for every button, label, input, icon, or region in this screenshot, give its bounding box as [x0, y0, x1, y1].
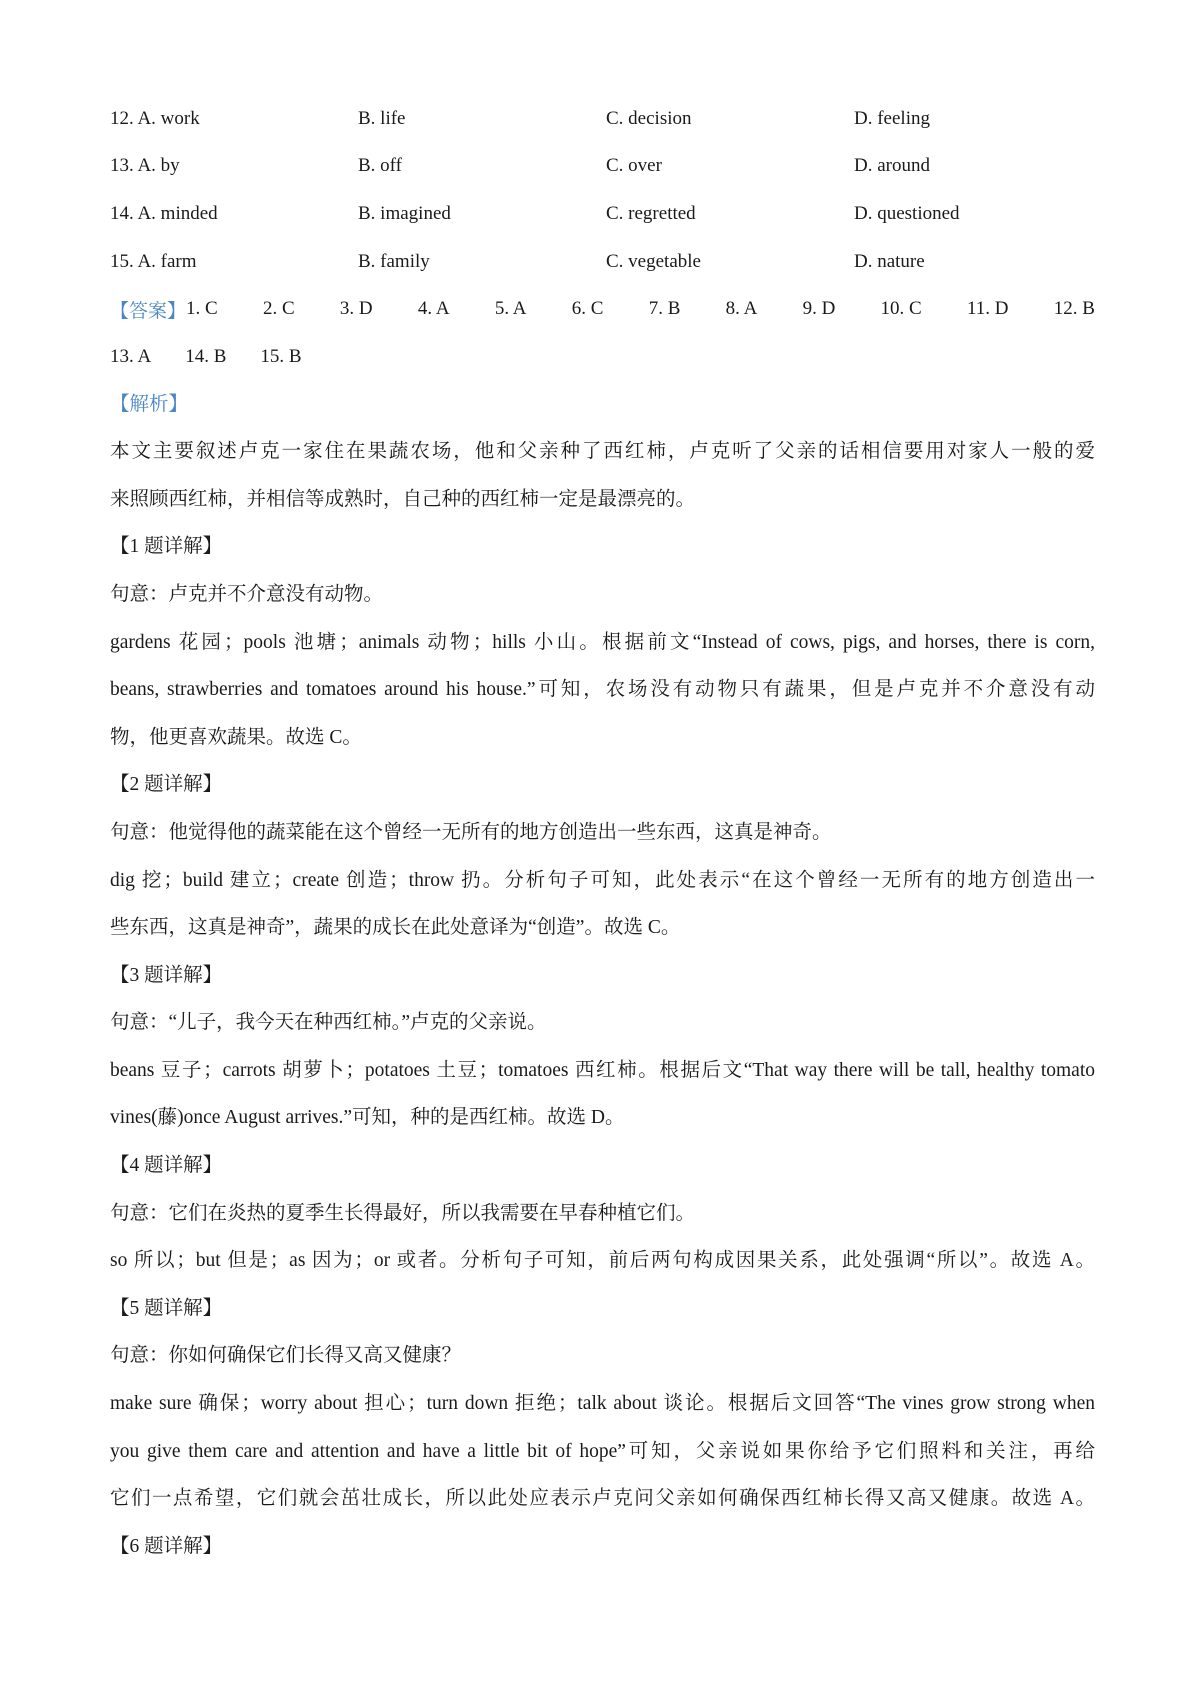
answer-item: 12. B	[1053, 298, 1095, 320]
option-text: B. family	[358, 250, 430, 272]
options-row-14	[110, 190, 1095, 238]
option-text: D. nature	[854, 250, 925, 272]
answer-list	[110, 346, 302, 368]
answer-label: 【答案】	[110, 300, 187, 322]
question-3-heading: 【3 题详解】	[110, 964, 223, 986]
question-1-heading: 【1 题详解】	[110, 536, 223, 558]
question-4-meaning: 句意：它们在炎热的夏季生长得最好，所以我需要在早春种植它们。	[110, 1202, 696, 1224]
document-page	[110, 95, 1095, 1570]
option-text: D. questioned	[854, 202, 960, 224]
question-5-heading: 【5 题详解】	[110, 1297, 223, 1319]
question-5-explanation: 它们一点希望，它们就会茁壮成长，所以此处应表示卢克问父亲如何确保西红柿长得又高又健康。故选 A。	[110, 1488, 1095, 1510]
option-text: C. over	[606, 155, 662, 177]
answer-item: 13. A	[110, 345, 152, 367]
option-text: C. vegetable	[606, 250, 701, 272]
option-text: B. off	[358, 155, 402, 177]
answer-key-line-2	[110, 333, 1095, 381]
answer-item: 6. C	[571, 298, 604, 320]
option-text: B. imagined	[358, 202, 451, 224]
question-5-meaning: 句意：你如何确保它们长得又高又健康？	[110, 1345, 462, 1367]
options-row-15	[110, 238, 1095, 286]
question-2-meaning: 句意：他觉得他的蔬菜能在这个曾经一无所有的地方创造出一些东西，这真是神奇。	[110, 821, 832, 843]
options-row-12	[110, 95, 1095, 143]
option-text: B. life	[358, 107, 406, 129]
question-4-heading: 【4 题详解】	[110, 1155, 223, 1177]
answer-item: 10. C	[880, 298, 922, 320]
question-2-heading: 【2 题详解】	[110, 774, 223, 796]
option-text: C. regretted	[606, 202, 696, 224]
option-text: 15. A. farm	[110, 250, 197, 272]
answer-item: 2. C	[262, 298, 295, 320]
question-6-heading: 【6 题详解】	[110, 1535, 223, 1557]
question-2-explanation: 些东西，这真是神奇”，蔬果的成长在此处意译为“创造”。故选 C。	[110, 917, 681, 939]
question-3-explanation: vines(藤)once August arrives.”可知，种的是西红柿。故选 D。	[110, 1107, 625, 1129]
question-2-explanation: dig 挖；build 建立；create 创造；throw 扔。分析句子可知，此处表示“在这个曾经一无所有的地方创造出一	[110, 869, 1095, 891]
answer-item: 15. B	[260, 345, 302, 367]
question-5-explanation: make sure 确保；worry about 担心；turn down 拒绝；talk about 谈论。根据后文回答“The vines grow strong when	[110, 1393, 1095, 1415]
answer-item: 14. B	[185, 345, 227, 367]
answer-item: 11. D	[966, 298, 1009, 320]
answer-item: 1. C	[186, 298, 218, 320]
question-3-explanation: beans 豆子；carrots 胡萝卜；potatoes 土豆；tomatoes 西红柿。根据后文“That way there will be tall, healthy tomato	[110, 1059, 1095, 1081]
answer-list	[186, 298, 1095, 320]
option-text: D. around	[854, 155, 930, 177]
question-1-explanation: beans, strawberries and tomatoes around his house.”可知，农场没有动物只有蔬果，但是卢克并不介意没有动	[110, 679, 1095, 701]
question-4-explanation: so 所以；but 但是；as 因为；or 或者。分析句子可知，前后两句构成因果关系，此处强调“所以”。故选 A。	[110, 1250, 1095, 1272]
answer-item: 4. A	[417, 298, 450, 320]
option-text: C. decision	[606, 107, 692, 129]
option-text: 12. A. work	[110, 107, 200, 129]
question-1-explanation: 物，他更喜欢蔬果。故选 C。	[110, 726, 362, 748]
answer-item: 5. A	[494, 298, 527, 320]
question-1-meaning: 句意：卢克并不介意没有动物。	[110, 583, 384, 605]
answer-item: 7. B	[648, 298, 681, 320]
option-text: 14. A. minded	[110, 202, 218, 224]
option-text: 13. A. by	[110, 155, 180, 177]
option-text: D. feeling	[854, 107, 930, 129]
answer-item: 8. A	[725, 298, 758, 320]
answer-item: 3. D	[339, 298, 373, 320]
question-3-meaning: 句意：“儿子，我今天在种西红柿。”卢克的父亲说。	[110, 1012, 547, 1034]
question-5-explanation: you give them care and attention and have a little bit of hope”可知，父亲说如果你给予它们照料和关注，再给	[110, 1440, 1095, 1462]
question-1-explanation: gardens 花园；pools 池塘；animals 动物；hills 小山。根据前文“Instead of cows, pigs, and horses, there is corn,	[110, 631, 1095, 653]
options-row-13	[110, 143, 1095, 191]
summary-line: 本文主要叙述卢克一家住在果蔬农场，他和父亲种了西红柿，卢克听了父亲的话相信要用对家人一般的爱	[110, 441, 1095, 463]
answer-key-line-1	[110, 285, 1095, 333]
analysis-label: 【解析】	[110, 393, 189, 415]
answer-item: 9. D	[802, 298, 836, 320]
summary-line: 来照顾西红柿，并相信等成熟时，自己种的西红柿一定是最漂亮的。	[110, 488, 696, 510]
